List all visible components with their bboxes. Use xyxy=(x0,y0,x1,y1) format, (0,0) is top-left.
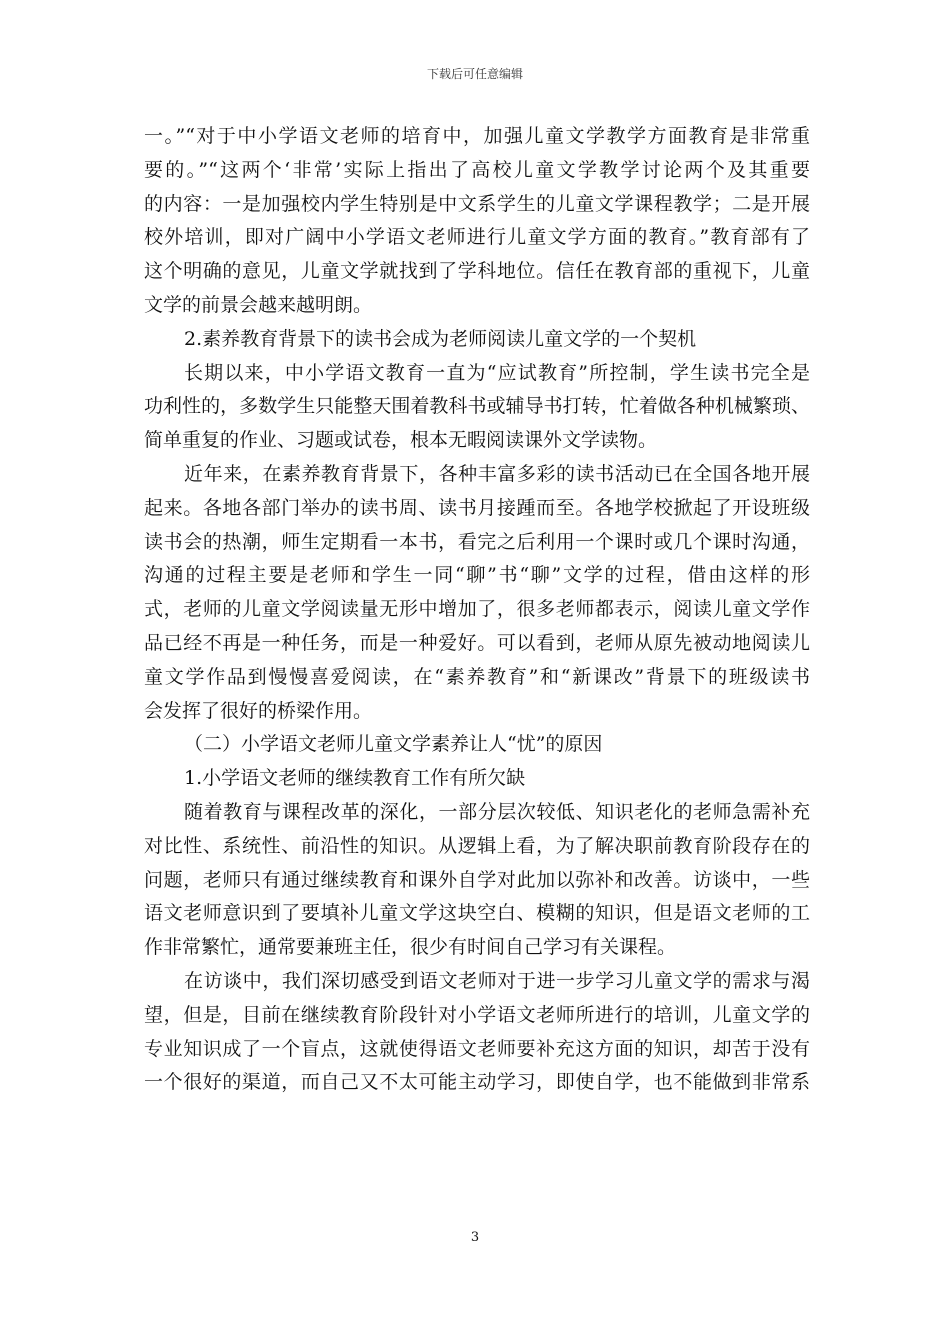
page-number: 3 xyxy=(470,1230,480,1245)
text-line: 对比性、系统性、前沿性的知识。从逻辑上看，为了解决职前教育阶段存在的 xyxy=(144,834,810,857)
text-line: 的内容：一是加强校内学生特别是中文系学生的儿童文学课程教学；二是开展 xyxy=(144,192,810,215)
text-line: 童文学作品到慢慢喜爱阅读，在“素养教育”和“新课改”背景下的班级读书 xyxy=(144,665,810,688)
text-line: 作非常繁忙，通常要兼班主任，很少有时间自己学习有关课程。 xyxy=(144,936,677,959)
text-line: 一。”“对于中小学语文老师的培育中，加强儿童文学教学方面教育是非常重 xyxy=(144,125,810,147)
text-line: 2.素养教育背景下的读书会成为老师阅读儿童文学的一个契机 xyxy=(184,327,697,350)
text-line: 功利性的，多数学生只能整天围着教科书或辅导书打转，忙着做各种机械繁琐、 xyxy=(144,395,810,418)
text-line: 会发挥了很好的桥梁作用。 xyxy=(144,699,373,722)
page-header: 下载后可任意编辑 xyxy=(426,67,523,81)
text-line: 校外培训，即对广阔中小学语文老师进行儿童文学方面的教育。”教育部有了 xyxy=(144,226,810,249)
text-line: 一个很好的渠道，而自己又不太可能主动学习，即使自学，也不能做到非常系 xyxy=(144,1071,810,1094)
text-line: 随着教育与课程改革的深化，一部分层次较低、知识老化的老师急需补充 xyxy=(184,800,810,823)
text-line: 简单重复的作业、习题或试卷，根本无暇阅读课外文学读物。 xyxy=(144,429,658,452)
text-line: （二）小学语文老师儿童文学素养让人“忧”的原因 xyxy=(184,733,603,756)
text-line: 专业知识成了一个盲点，这就使得语文老师要补充这方面的知识，却苦于没有 xyxy=(144,1037,810,1060)
text-line: 文学的前景会越来越明朗。 xyxy=(144,293,373,316)
text-line: 这个明确的意见，儿童文学就找到了学科地位。信任在教育部的重视下，儿童 xyxy=(144,260,810,283)
text-line: 起来。各地各部门举办的读书周、读书月接踵而至。各地学校掀起了开设班级 xyxy=(144,496,810,519)
text-line: 读书会的热潮，师生定期看一本书，看完之后利用一个课时或几个课时沟通， xyxy=(144,530,810,553)
text-line: 式，老师的儿童文学阅读量无形中增加了，很多老师都表示，阅读儿童文学作 xyxy=(144,598,810,621)
text-line: 品已经不再是一种任务，而是一种爱好。可以看到，老师从原先被动地阅读儿 xyxy=(144,631,810,654)
text-line: 长期以来，中小学语文教育一直为“应试教育”所控制，学生读书完全是 xyxy=(184,361,810,384)
text-line: 1.小学语文老师的继续教育工作有所欠缺 xyxy=(184,767,526,790)
text-line: 问题，老师只有通过继续教育和课外自学对此加以弥补和改善。访谈中，一些 xyxy=(144,868,810,891)
text-line: 语文老师意识到了要填补儿童文学这块空白、模糊的知识，但是语文老师的工 xyxy=(144,902,810,925)
text-line: 要的。”“这两个‘非常’实际上指出了高校儿童文学教学讨论两个及其重要 xyxy=(144,158,810,181)
text-line: 近年来，在素养教育背景下，各种丰富多彩的读书活动已在全国各地开展 xyxy=(184,462,810,485)
text-line: 在访谈中，我们深切感受到语文老师对于进一步学习儿童文学的需求与渴 xyxy=(184,969,810,992)
text-line: 沟通的过程主要是老师和学生一同“聊”书“聊”文学的过程，借由这样的形 xyxy=(144,564,810,587)
document-body xyxy=(144,120,810,1100)
text-line: 望，但是，目前在继续教育阶段针对小学语文老师所进行的培训，儿童文学的 xyxy=(144,1003,810,1026)
